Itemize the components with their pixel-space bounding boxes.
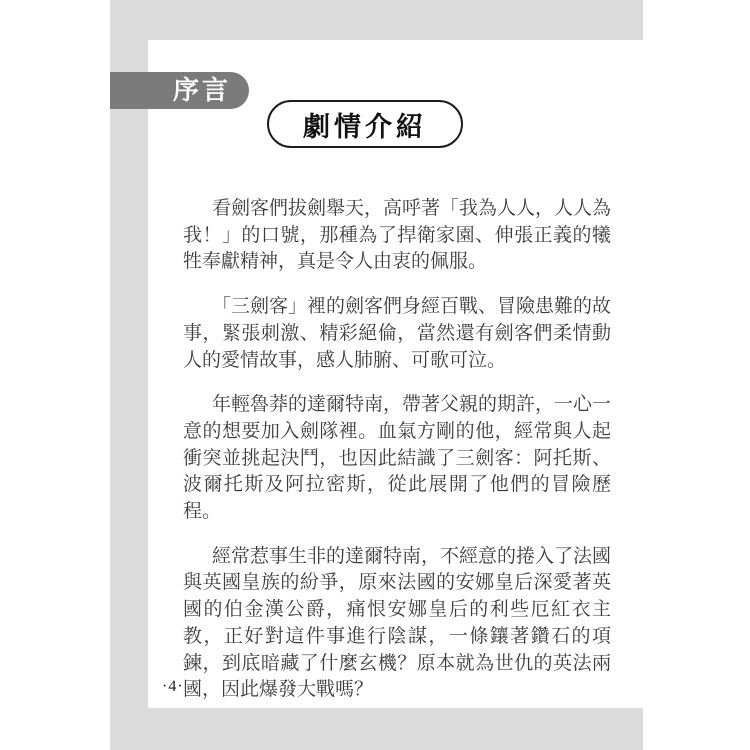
paragraph-4: 經常惹事生非的達爾特南，不經意的捲入了法國與英國皇族的紛爭，原來法國的安娜皇后深愛著英國的伯金漢公爵，痛恨安娜皇后的利些厄紅衣主教，正好對這件事進行陰謀，一條鑲著鑽石的項鍊，到底暗藏了什麼玄機？原本就為世仇的英法兩國，因此爆發大戰嗎？ (183, 545, 612, 701)
page-number: ·4· (162, 678, 184, 695)
body-text (183, 196, 611, 722)
section-title: 劇情介紹 (303, 111, 427, 142)
paragraph-3: 年輕魯莽的達爾特南，帶著父親的期許，一心一意的想要加入劍隊裡。血氣方剛的他，經常與人起衝突並挑起決鬥，也因此結識了三劍客：阿托斯、波爾托斯及阿拉密斯，從此展開了他們的冒險歷程。 (183, 394, 612, 523)
paragraph-1: 看劍客們拔劍舉天，高呼著「我為人人，人人為我！」的口號，那種為了捍衛家園、伸張正義的犧牲奉獻精神，真是令人由衷的佩服。 (183, 198, 612, 273)
paragraph-2: 「三劍客」裡的劍客們身經百戰、冒險患難的故事，緊張刺激、精彩絕倫，當然還有劍客們柔情動人的愛情故事，感人肺腑、可歌可泣。 (183, 296, 612, 371)
section-title-badge (267, 100, 463, 148)
preface-tab (110, 72, 249, 109)
preface-tab-label: 序言 (172, 76, 231, 105)
